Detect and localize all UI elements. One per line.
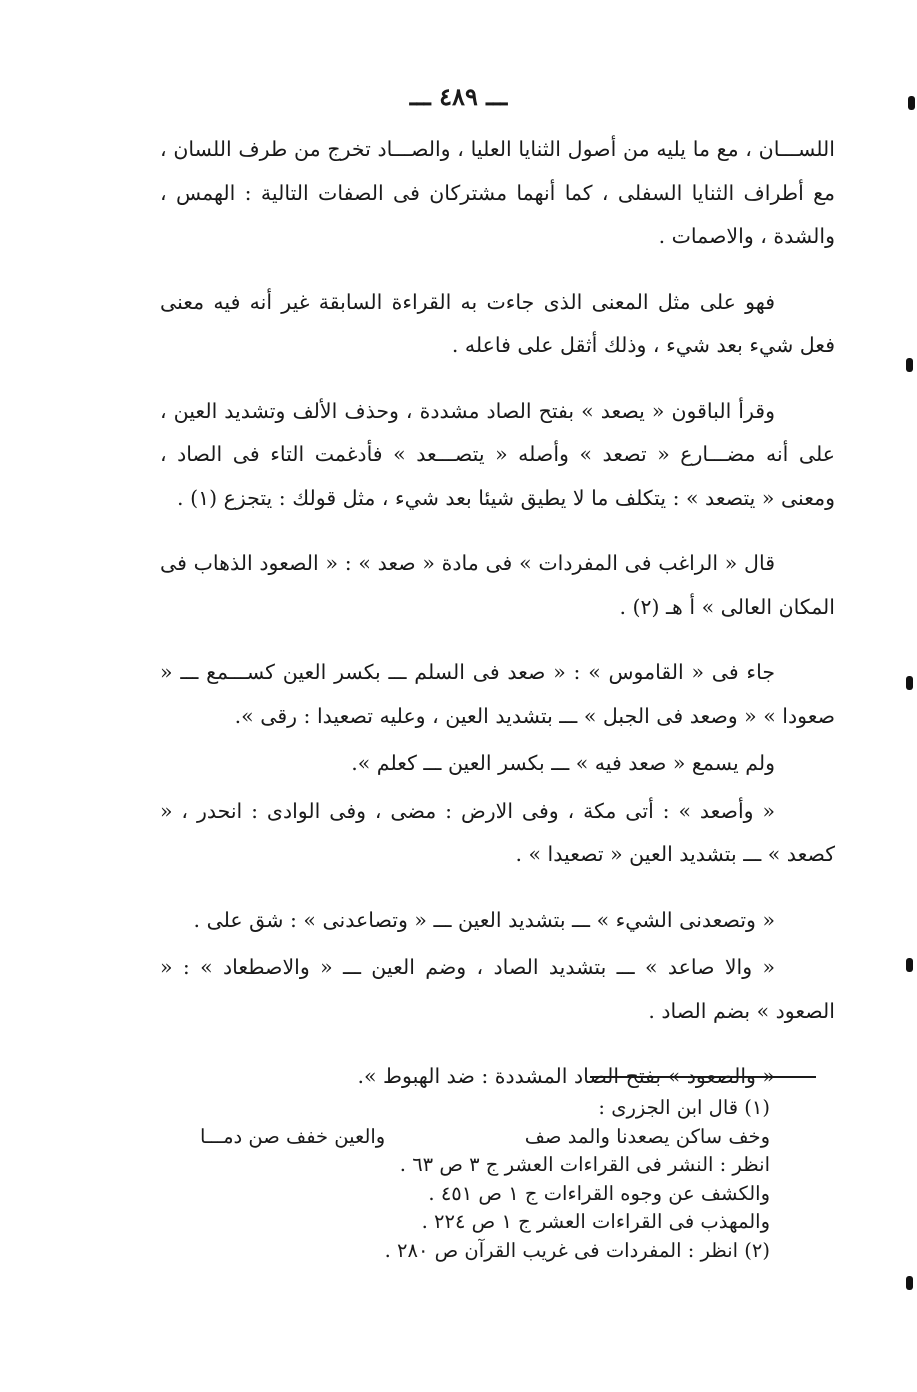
footnote-reference: والكشف عن وجوه القراءات ج ١ ص ٤٥١ .	[428, 1181, 770, 1205]
scan-artifact	[906, 676, 913, 690]
paragraph-1: اللســـان ، مع ما يليه من أصول الثنايا العليا ، والصـــاد تخرج من طرف اللسان ، مع أطراف الثنايا السفلى ، كما أنهما مشتركان فى الصفات التالية : الهمس ، والشدة ، والاصمات .	[160, 137, 835, 248]
paragraph-8-text: « وتصعدنى الشيء » ـــ بتشديد العين ـــ « وتصاعدنى » : شق على .	[193, 907, 775, 932]
page-number: ـــ ٤٨٩ ـــ	[409, 82, 508, 111]
paragraph-3	[160, 390, 835, 521]
main-text	[160, 128, 835, 1121]
paragraph-5	[160, 651, 835, 738]
paragraph-4	[160, 542, 835, 629]
scan-artifact	[906, 358, 913, 372]
paragraph-5-text: جاء فى « القاموس » : « صعد فى السلم ـــ بكسر العين كســـمع ـــ « صعودا » « وصعد فى الجبل » ـــ بتشديد العين ، وعليه تصعيدا : رقى ».	[160, 660, 835, 728]
footnote-separator	[590, 1076, 816, 1078]
footnote-1-heading: (١) قال ابن الجزرى :	[598, 1096, 770, 1119]
paragraph-7	[160, 790, 835, 877]
footnote-reference: والمهذب فى القراءات العشر ج ١ ص ٢٢٤ .	[421, 1210, 770, 1233]
paragraph-6-text: ولم يسمع « صعد فيه » ـــ بكسر العين ـــ كعلم ».	[351, 751, 775, 775]
paragraph-2-text: فهو على مثل المعنى الذى جاءت به القراءة السابقة غير أنه فيه معنى فعل شيء بعد شيء ، وذلك أثقل على فاعله .	[160, 289, 835, 357]
verse-second-half: والعين خفف صن دمـــا	[200, 1124, 386, 1148]
paragraph-9-text: « والا صاعد » ـــ بتشديد الصاد ، وضم العين ـــ « والاصطعاد » : « الصعود » بضم الصاد .	[160, 955, 835, 1023]
footnotes	[200, 1094, 770, 1265]
paragraph-6	[160, 742, 835, 786]
scan-artifact	[906, 958, 913, 972]
paragraph-7-text: « وأصعد » : أتى مكة ، وفى الارض : مضى ، وفى الوادى : انحدر ، « كصعد » ـــ بتشديد العين « تصعيدا » .	[160, 798, 835, 866]
paragraph-10-text: « والصعود » بفتح الصاد المشددة : ضد الهبوط ».	[357, 1064, 775, 1088]
paragraph-4-text: قال « الراغب فى المفردات » فى مادة « صعد » : « الصعود الذهاب فى المكان العالى » أ هـ (٢) .	[160, 551, 835, 619]
scan-artifact	[908, 96, 915, 110]
paragraph-3-text: وقرأ الباقون « يصعد » بفتح الصاد مشددة ، وحذف الألف وتشديد العين ، على أنه مضـــارع « تصعد » وأصله « يتصـــعد » فأدغمت التاء فى الصاد ، ومعنى « يتصعد » : يتكلف ما لا يطيق شيئا بعد شيء ، مثل قولك : يتجزع (١) .	[160, 398, 835, 510]
scan-artifact	[906, 1276, 913, 1290]
paragraph-9	[160, 946, 835, 1033]
footnote-2: (٢) انظر : المفردات فى غريب القرآن ص ٢٨٠ .	[384, 1238, 770, 1262]
verse-first-half: وخف ساكن يصعدنا والمد صف	[524, 1124, 770, 1148]
footnote-verse	[200, 1123, 770, 1152]
paragraph-8	[160, 899, 835, 943]
footnote-reference: انظر : النشر فى القراءات العشر ج ٣ ص ٦٣ .	[399, 1153, 770, 1176]
paragraph-2	[160, 281, 835, 368]
